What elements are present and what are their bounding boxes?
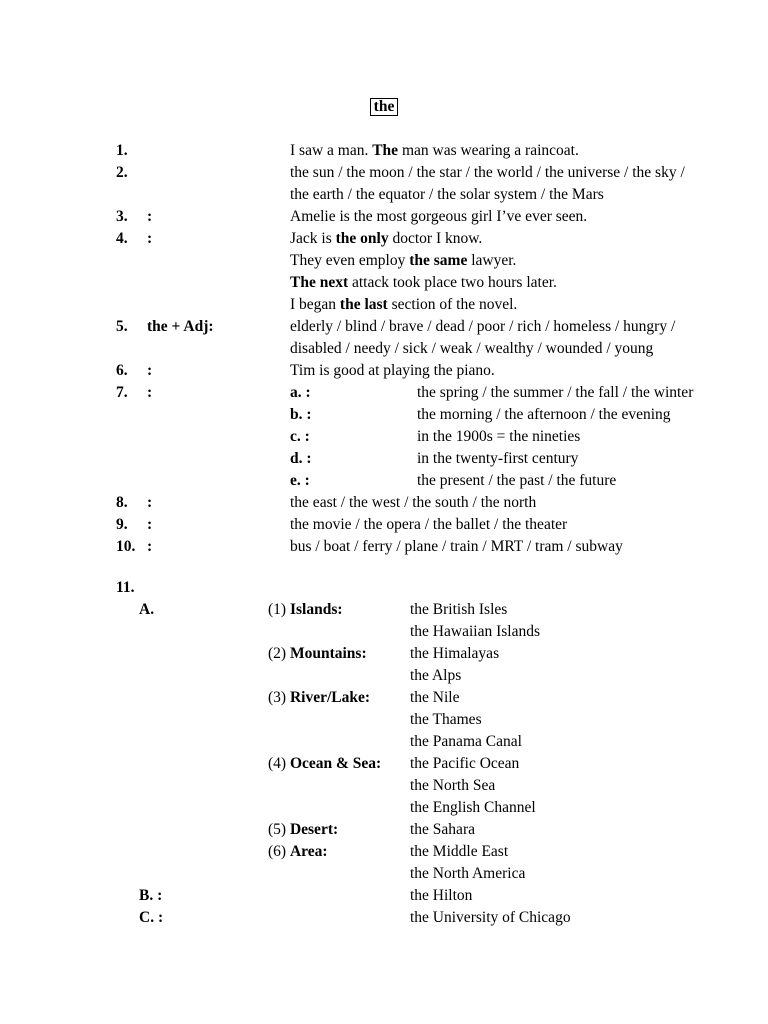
example-text: Jack is — [290, 230, 336, 247]
sub-item-label: c. : — [290, 428, 310, 445]
item-label: : — [147, 208, 153, 225]
example-text: Tim is good at playing the piano. — [290, 362, 495, 379]
item-label: : — [147, 230, 153, 247]
category — [268, 643, 367, 665]
proper-noun-example: the British Isles — [410, 601, 508, 618]
sub-item-label: a. : — [290, 384, 311, 401]
sub-item-example: in the 1900s = the nineties — [417, 428, 581, 445]
item-number: 2. — [116, 164, 128, 181]
item-label: : — [147, 362, 153, 379]
text-line — [0, 731, 768, 753]
category-number: (4) — [268, 755, 287, 772]
item-label: the + Adj: — [147, 318, 214, 335]
item-example — [290, 184, 604, 206]
item-number: 4. — [116, 230, 128, 247]
emphasized-text: The next — [290, 274, 349, 291]
emphasized-text: The — [372, 142, 399, 159]
example-text: the earth / the equator / the solar system / the Mars — [290, 186, 604, 203]
text-line — [0, 841, 768, 863]
example-text: They even employ — [290, 252, 410, 269]
item-number: 6. — [116, 362, 128, 379]
text-line — [0, 536, 768, 558]
text-line — [0, 404, 768, 426]
item-number: 9. — [116, 516, 128, 533]
example-text: the sun / the moon / the star / the world / the universe / the sky / — [290, 164, 685, 181]
example-text: Amelie is the most gorgeous girl I’ve ever seen. — [290, 208, 588, 225]
category-number: (2) — [268, 645, 287, 662]
text-line — [0, 797, 768, 819]
example-text: I began — [290, 296, 340, 313]
sub-item-example: in the twenty-first century — [417, 450, 579, 467]
example-text: section of the novel. — [387, 296, 518, 313]
proper-noun-example: the Panama Canal — [410, 733, 522, 750]
category-number: (6) — [268, 843, 287, 860]
sub-item-example: the spring / the summer / the fall / the winter — [417, 384, 694, 401]
text-line — [0, 819, 768, 841]
emphasized-text: the same — [409, 252, 468, 269]
item-example — [290, 228, 482, 250]
sub-item-example: the morning / the afternoon / the evening — [417, 406, 671, 423]
proper-noun-example: the Hilton — [410, 887, 473, 904]
item-example — [290, 272, 557, 294]
text-line — [0, 599, 768, 621]
text-line — [0, 360, 768, 382]
example-text: lawyer. — [467, 252, 517, 269]
proper-noun-example: the Sahara — [410, 821, 475, 838]
category-name: River/Lake: — [289, 689, 371, 706]
emphasized-text: the last — [339, 296, 388, 313]
example-text: elderly / blind / brave / dead / poor / rich / homeless / hungry / — [290, 318, 676, 335]
item-example — [290, 206, 587, 228]
item-example — [290, 536, 623, 558]
text-line — [0, 448, 768, 470]
category-number: (5) — [268, 821, 287, 838]
item-number: 1. — [116, 142, 128, 159]
example-text: bus / boat / ferry / plane / train / MRT / tram / subway — [290, 538, 623, 555]
text-line — [0, 228, 768, 250]
text-line — [0, 206, 768, 228]
proper-noun-example: the Pacific Ocean — [410, 755, 520, 772]
item-example — [290, 294, 517, 316]
category-name: Mountains: — [289, 645, 367, 662]
sub-item-example: the present / the past / the future — [417, 472, 617, 489]
item-label: : — [147, 538, 153, 555]
text-line — [0, 338, 768, 360]
proper-noun-example: the Himalayas — [410, 645, 500, 662]
item-example — [290, 140, 579, 162]
item-number: 3. — [116, 208, 128, 225]
category-name: Area: — [289, 843, 328, 860]
example-text: the movie / the opera / the ballet / the theater — [290, 516, 568, 533]
example-text: man was wearing a raincoat. — [398, 142, 579, 159]
text-line — [0, 162, 768, 184]
sub-item-label: e. : — [290, 472, 310, 489]
item-example — [290, 250, 516, 272]
text-line — [0, 687, 768, 709]
subsection-label: A. — [139, 601, 155, 618]
category — [268, 841, 328, 863]
proper-noun-example: the North Sea — [410, 777, 496, 794]
example-text: I saw a man. — [290, 142, 373, 159]
proper-noun-example: the North America — [410, 865, 526, 882]
example-text: doctor I know. — [388, 230, 483, 247]
text-line — [0, 250, 768, 272]
category — [268, 753, 381, 775]
item-number: 7. — [116, 384, 128, 401]
example-text: attack took place two hours later. — [348, 274, 557, 291]
text-line — [0, 665, 768, 687]
item-number: 8. — [116, 494, 128, 511]
category — [268, 687, 370, 709]
item-example — [290, 514, 567, 536]
text-line — [0, 514, 768, 536]
subsection-label: C. : — [139, 909, 164, 926]
item-example — [290, 316, 675, 338]
item-example — [290, 338, 653, 360]
item-number: 10. — [116, 538, 136, 555]
text-line — [0, 492, 768, 514]
section-number: 11. — [116, 579, 135, 596]
example-text: disabled / needy / sick / weak / wealthy / wounded / young — [290, 340, 654, 357]
proper-noun-example: the University of Chicago — [410, 909, 571, 926]
proper-noun-example: the Alps — [410, 667, 462, 684]
emphasized-text: the only — [335, 230, 389, 247]
sub-item-label: d. : — [290, 450, 312, 467]
proper-noun-example: the Hawaiian Islands — [410, 623, 540, 640]
text-line — [0, 643, 768, 665]
category — [268, 599, 343, 621]
proper-noun-example: the Nile — [410, 689, 460, 706]
page-title — [0, 97, 768, 117]
text-line — [0, 294, 768, 316]
text-line — [0, 863, 768, 885]
proper-noun-example: the Thames — [410, 711, 482, 728]
text-line — [0, 272, 768, 294]
item-label: : — [147, 384, 153, 401]
category-number: (1) — [268, 601, 287, 618]
subsection-label: B. : — [139, 887, 163, 904]
text-line — [0, 709, 768, 731]
sub-item-label: b. : — [290, 406, 312, 423]
category — [268, 819, 338, 841]
text-line — [0, 140, 768, 162]
text-line — [0, 577, 768, 599]
text-line — [0, 184, 768, 206]
item-label: : — [147, 494, 153, 511]
item-number: 5. — [116, 318, 128, 335]
item-example — [290, 360, 495, 382]
example-text: the east / the west / the south / the north — [290, 494, 537, 511]
text-line — [0, 753, 768, 775]
item-example — [290, 492, 536, 514]
category-name: Desert: — [289, 821, 339, 838]
category-name: Ocean & Sea: — [289, 755, 382, 772]
title-boxed-word: the — [370, 98, 399, 116]
item-example — [290, 162, 685, 184]
text-line — [0, 775, 768, 797]
proper-noun-example: the English Channel — [410, 799, 536, 816]
text-line — [0, 316, 768, 338]
text-line — [0, 907, 768, 929]
category-name: Islands: — [289, 601, 343, 618]
category-number: (3) — [268, 689, 287, 706]
text-line — [0, 426, 768, 448]
text-line — [0, 885, 768, 907]
item-label: : — [147, 516, 153, 533]
text-line — [0, 621, 768, 643]
text-line — [0, 470, 768, 492]
text-line — [0, 382, 768, 404]
proper-noun-example: the Middle East — [410, 843, 509, 860]
